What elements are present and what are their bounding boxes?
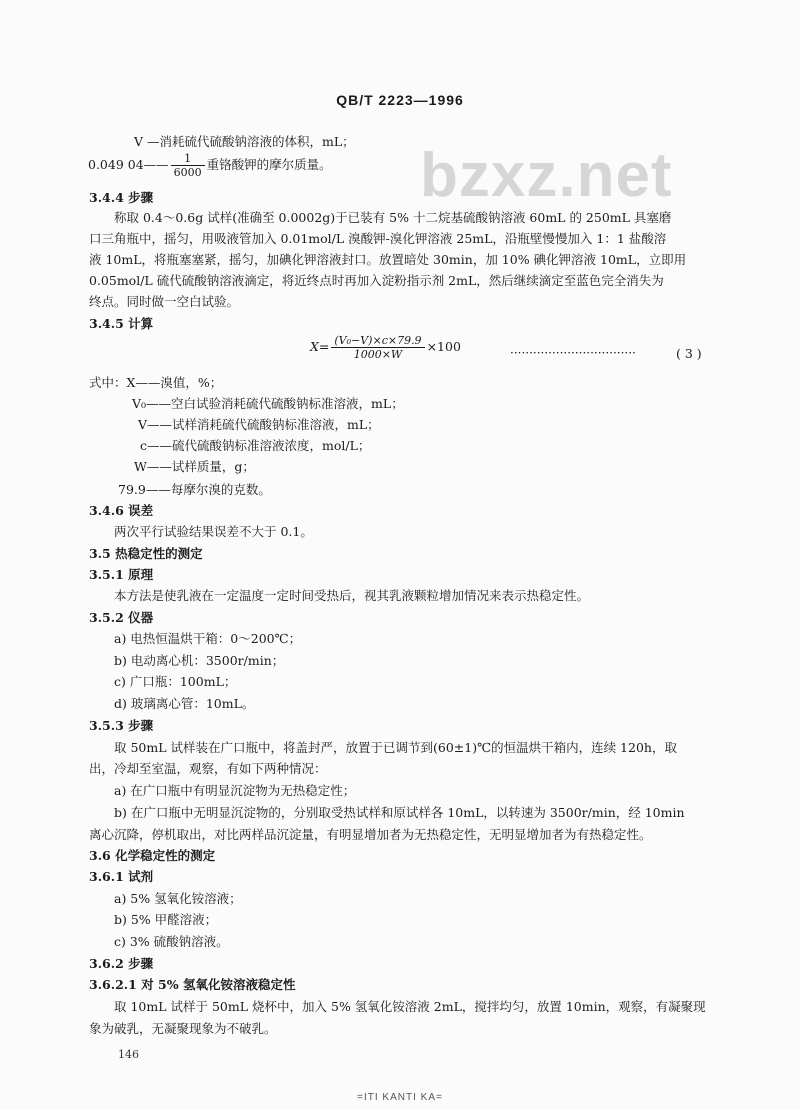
paragraph-line: 出，冷却至室温，观察，有如下两种情况： [89,761,327,776]
fraction-denominator: 6000 [173,166,202,179]
section-3-5-3: 3.5.3 步骤 [89,718,154,733]
section-3-4-5: 3.4.5 计算 [89,316,154,331]
paragraph-line: 取 10mL 试样于 50mL 烧杯中，加入 5% 氢氧化铵溶液 2mL，搅拌均匀，放置 10min，观察，有凝聚现 [114,999,706,1014]
where-line: c——硫代硫酸钠标准溶液浓度，mol/L； [140,438,371,453]
list-item: b) 5% 甲醛溶液； [114,912,218,927]
section-3-6: 3.6 化学稳定性的测定 [89,848,216,863]
equation-number: ( 3 ) [676,346,702,361]
paragraph-line: 本方法是使乳液在一定温度一定时间受热后，视其乳液颗粒增加情况来表示热稳定性。 [114,588,590,603]
footer-mark: =ITI KANTI KA= [357,1092,443,1103]
list-item: a) 电热恒温烘干箱：0～200℃； [114,631,302,646]
paragraph-line: 液 10mL，将瓶塞塞紧，摇匀，加碘化钾溶液封口。放置暗处 30min，加 10% 碘化钾溶液 10mL，立即用 [89,252,687,267]
formula [310,334,461,361]
fraction [171,152,205,179]
formula-denominator: 1000×W [353,348,403,361]
list-item: d) 玻璃离心管：10mL。 [114,696,255,711]
section-3-5: 3.5 热稳定性的测定 [89,546,203,561]
paragraph-line: 取 50mL 试样装在广口瓶中，将盖封严，放置于已调节到(60±1)℃的恒温烘干箱内，连续 120h，取 [114,740,677,755]
paragraph-line: 终点。同时做一空白试验。 [89,294,240,309]
section-3-6-1: 3.6.1 试剂 [89,869,154,884]
molar-mass-text: 重铬酸钾的摩尔质量。 [206,157,332,172]
list-item: a) 5% 氢氧化铵溶液； [114,891,242,906]
section-3-4-6: 3.4.6 误差 [89,503,154,518]
var-v-line: V —消耗硫代硫酸钠溶液的体积，mL； [134,134,355,149]
section-3-4-4: 3.4.4 步骤 [89,190,154,205]
paragraph-line: 0.05mol/L 硫代硫酸钠溶液滴定，将近终点时再加入淀粉指示剂 2mL，然后继续滴定至蓝色完全消失为 [89,273,664,288]
formula-lhs: X= [310,339,330,354]
leader-dots: ································· [510,346,636,360]
list-item: b) 电动离心机：3500r/min； [114,653,285,668]
list-item: b) 在广口瓶中无明显沉淀物的，分别取受热试样和原试样各 10mL，以转速为 3500r/min，经 10min [114,805,685,820]
list-item: a) 在广口瓶中有明显沉淀物为无热稳定性； [114,783,356,798]
where-line: 式中：X——溴值，%； [89,375,223,390]
molar-mass-prefix: 0.049 04—— [88,157,169,172]
molar-mass-line [88,152,332,179]
where-line: V——试样消耗硫代硫酸钠标准溶液，mL； [138,417,380,432]
page-number: 146 [118,1048,139,1061]
where-line: V₀——空白试验消耗硫代硫酸钠标准溶液，mL； [132,396,404,411]
section-3-5-1: 3.5.1 原理 [89,567,154,582]
paragraph-line: 离心沉降，停机取出，对比两样品沉淀量，有明显增加者为无热稳定性，无明显增加者为有热稳定性。 [89,827,652,842]
fraction-numerator: 1 [171,152,205,166]
section-3-5-2: 3.5.2 仪器 [89,610,154,625]
formula-numerator: (V₀−V)×c×79.9 [331,334,424,348]
formula-fraction [331,334,424,361]
watermark: bzxz.net [420,141,673,210]
section-3-6-2-1: 3.6.2.1 对 5% 氢氧化铵溶液稳定性 [89,977,296,992]
where-line: 79.9——每摩尔溴的克数。 [118,482,271,497]
paragraph-line: 象为破乳，无凝聚现象为不破乳。 [89,1021,277,1036]
paragraph-line: 称取 0.4～0.6g 试样(准确至 0.0002g)于已装有 5% 十二烷基硫酸钠溶液 60mL 的 250mL 具塞磨 [114,210,672,225]
where-line: W——试样质量，g； [134,459,255,474]
formula-rhs: ×100 [426,339,461,354]
paragraph-line: 两次平行试验结果误差不大于 0.1。 [114,524,313,539]
page-header: QB/T 2223—1996 [336,92,464,108]
list-item: c) 广口瓶：100mL； [114,674,237,689]
list-item: c) 3% 硫酸钠溶液。 [114,934,229,949]
paragraph-line: 口三角瓶中，摇匀，用吸液管加入 0.01mol/L 溴酸钾-溴化钾溶液 25mL，沿瓶壁慢慢加入 1：1 盐酸溶 [89,231,667,246]
section-3-6-2: 3.6.2 步骤 [89,956,154,971]
